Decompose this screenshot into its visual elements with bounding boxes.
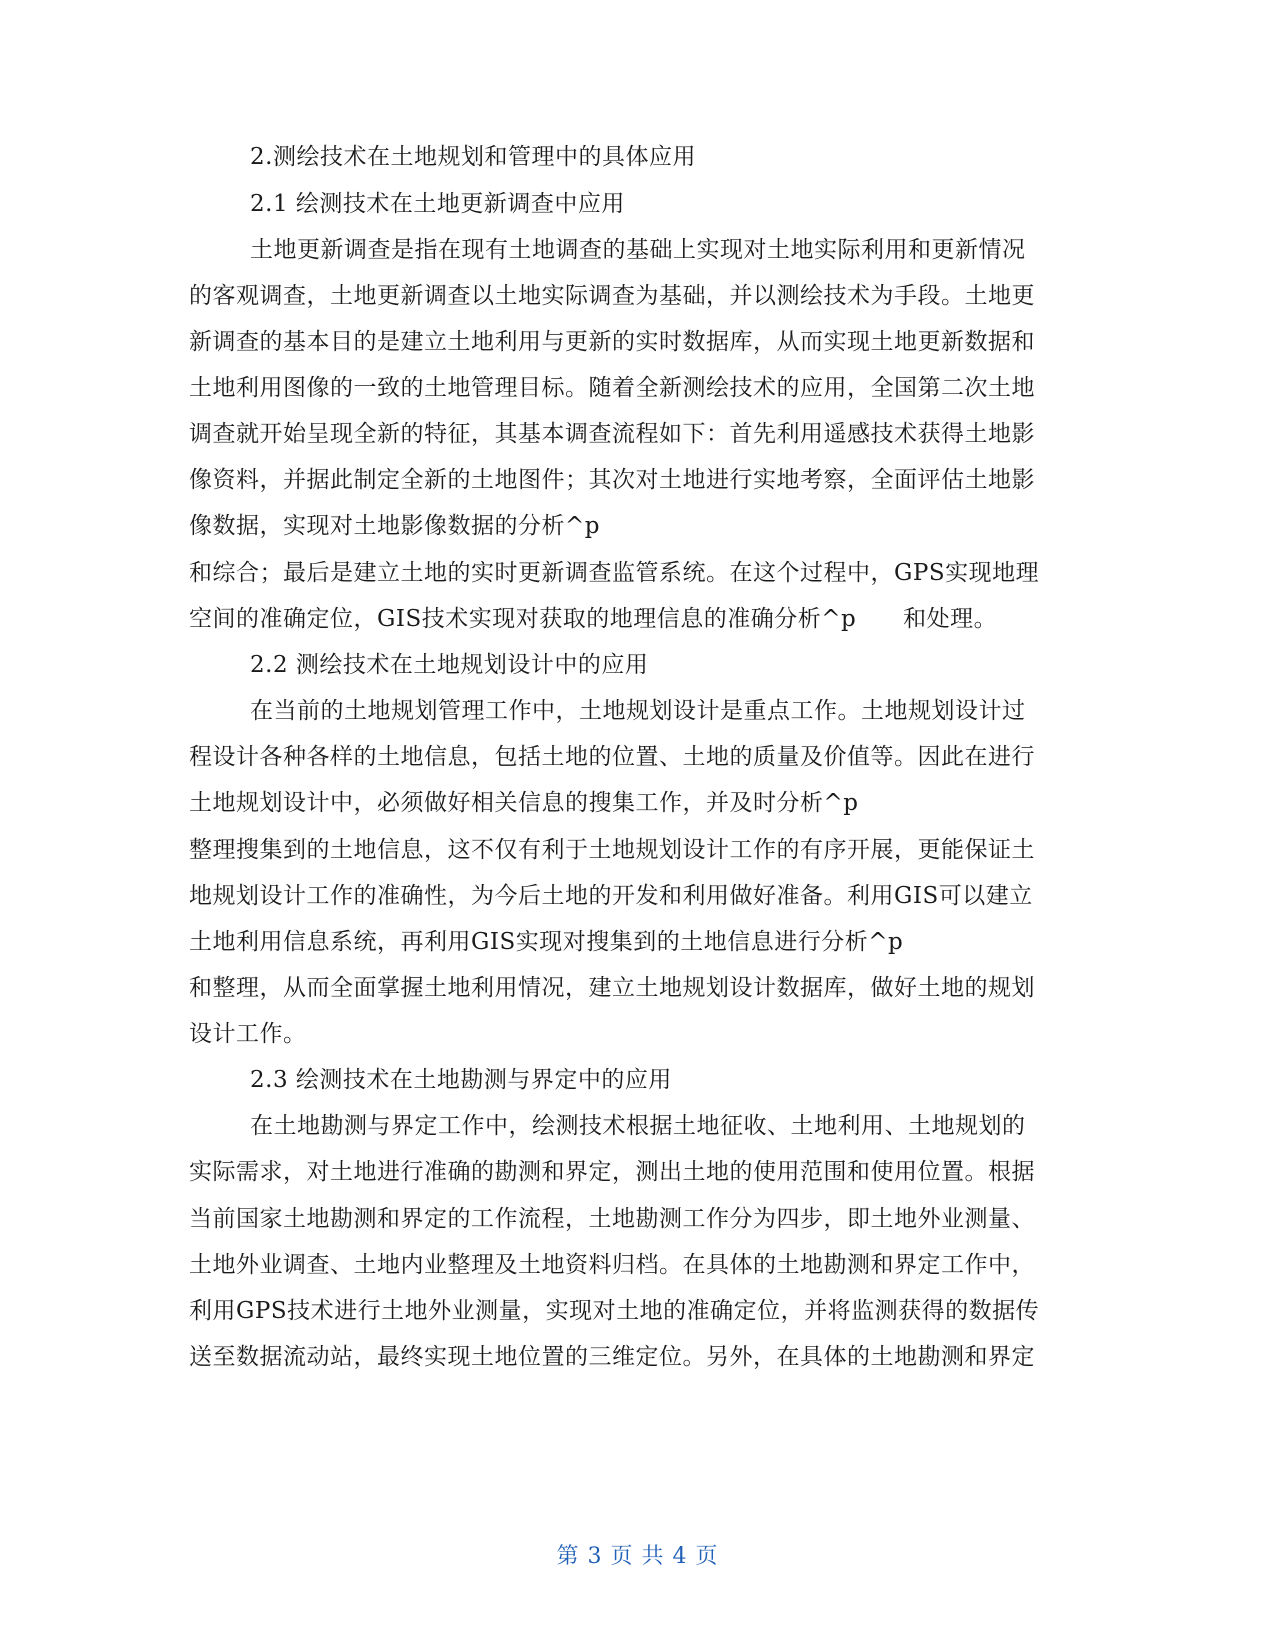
body-line: 土地利用信息系统，再利用GIS实现对搜集到的土地信息进行分析^p [189,929,904,955]
body-line: 当前国家土地勘测和界定的工作流程，土地勘测工作分为四步，即土地外业测量、 [189,1206,1035,1232]
body-line: 土地外业调查、土地内业整理及土地资料归档。在具体的土地勘测和界定工作中， [189,1252,1035,1278]
body-line: 空间的准确定位，GIS技术实现对获取的地理信息的准确分析^p 和处理。 [189,606,998,632]
body-line: 土地规划设计中，必须做好相关信息的搜集工作，并及时分析^p [189,790,859,816]
page-number-footer: 第 3 页 共 4 页 [556,1544,719,1569]
body-line: 土地更新调查是指在现有土地调查的基础上实现对土地实际利用和更新情况 [250,237,1026,263]
body-line: 程设计各种各样的土地信息，包括土地的位置、土地的质量及价值等。因此在进行 [189,744,1035,770]
body-line: 实际需求，对土地进行准确的勘测和界定，测出土地的使用范围和使用位置。根据 [189,1159,1035,1185]
body-line: 像数据，实现对土地影像数据的分析^p [189,513,600,539]
body-line: 新调查的基本目的是建立土地利用与更新的实时数据库，从而实现土地更新数据和 [189,329,1035,355]
body-line: 设计工作。 [189,1021,307,1047]
body-line: 调查就开始呈现全新的特征，其基本调查流程如下：首先利用遥感技术获得土地影 [189,421,1035,447]
body-line: 和综合；最后是建立土地的实时更新调查监管系统。在这个过程中，GPS实现地理 [189,560,1040,586]
body-line: 送至数据流动站，最终实现土地位置的三维定位。另外，在具体的土地勘测和界定 [189,1344,1035,1370]
body-line: 和整理，从而全面掌握土地利用情况，建立土地规划设计数据库，做好土地的规划 [189,975,1035,1001]
body-line: 的客观调查，土地更新调查以土地实际调查为基础，并以测绘技术为手段。土地更 [189,283,1035,309]
subsection-heading: 2.2 测绘技术在土地规划设计中的应用 [250,652,649,678]
body-line: 利用GPS技术进行土地外业测量，实现对土地的准确定位，并将监测获得的数据传 [189,1298,1040,1324]
body-line: 在当前的土地规划管理工作中，土地规划设计是重点工作。土地规划设计过 [250,698,1026,724]
subsection-heading: 2.3 绘测技术在土地勘测与界定中的应用 [250,1067,672,1093]
body-line: 像资料，并据此制定全新的土地图件；其次对土地进行实地考察，全面评估土地影 [189,467,1035,493]
body-line: 地规划设计工作的准确性，为今后土地的开发和利用做好准备。利用GIS可以建立 [189,883,1033,909]
body-line: 在土地勘测与界定工作中，绘测技术根据土地征收、土地利用、土地规划的 [250,1113,1026,1139]
body-line: 整理搜集到的土地信息，这不仅有利于土地规划设计工作的有序开展，更能保证土 [189,837,1035,863]
subsection-heading: 2.1 绘测技术在土地更新调查中应用 [250,191,625,217]
section-heading: 2.测绘技术在土地规划和管理中的具体应用 [250,144,696,170]
body-line: 土地利用图像的一致的土地管理目标。随着全新测绘技术的应用，全国第二次土地 [189,375,1035,401]
